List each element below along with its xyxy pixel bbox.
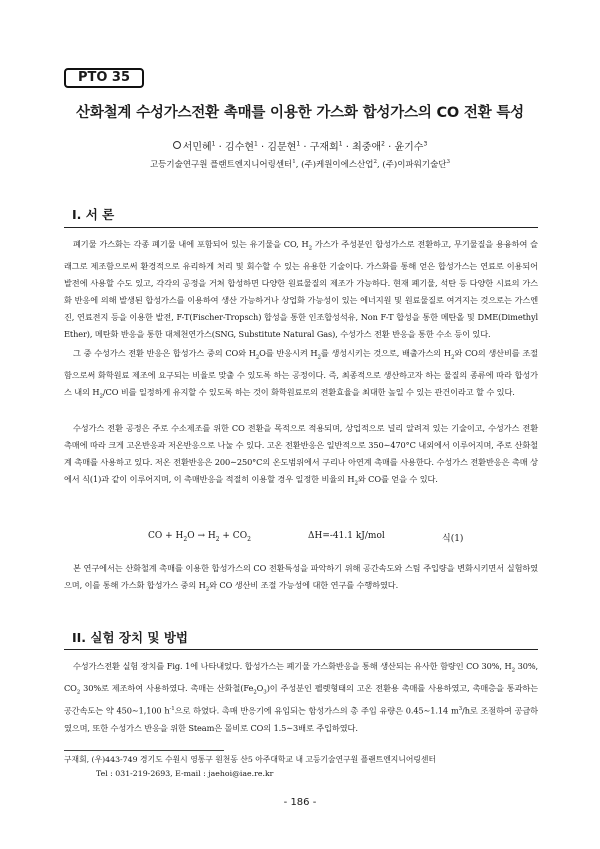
author-list [40, 138, 560, 153]
author-name: 김수현 [225, 142, 255, 153]
footnote-contact: Tel : 031-219-2693, E-mail : jaehoi@iae.re.kr [96, 769, 274, 778]
intro-paragraph-1: 폐기물 가스화는 각종 폐기물 내에 포함되어 있는 유기물을 CO, $H_2$ 가스가 주성분인 합성가스로 전환하고, 무기물질을 용융하여 슬래그로 제조함으로써 환경적으로 유리하게 처리 및 회수할 수 있는 유용한 기술이다. 가스화를 통해 얻은 합성가스는 연료로 이용되어 발전에 사용할 수도 있고, 각각의 공정을 거쳐 합성하면 다양한 원료물질의 제조가 가능하다. 현재 폐기물, 석탄 등 다양한 시료의 가스화 반응에 의해 발생된 합성가스를 이용하여 생산 가능하거나 상업화 가능성이 있는 에너지원 및 원료물질로 여겨지는 것으로는 가스엔진, 연료전지 등을 이용한 발전, F-T(Fischer-Tropsch) 합성을 통한 인조합성석유, Non F-T 합성을 통한 메탄올 및 DME(Dimethyl Ether), 메탄화 반응을 통한 대체천연가스(SNG, Substitute Natural Gas), 수성가스 전환 반응을 통한 수소 등이 있다. [64, 239, 538, 339]
author-name: 윤기수 [394, 142, 424, 153]
session-tag: PTO 35 [64, 68, 144, 88]
equation-label: 식(1) [442, 534, 464, 544]
equation-1 [64, 531, 538, 547]
author-name: 최중애 [352, 142, 382, 153]
section-1-rule [64, 227, 538, 228]
author-name: 서민혜 [182, 142, 212, 153]
affiliation-mark: 1 [296, 140, 301, 148]
affiliation-mark: 1 [211, 140, 216, 148]
affiliation-mark: 1 [254, 140, 258, 148]
section-2-title: II. 실험 장치 및 방법 [72, 630, 188, 645]
affiliation-mark: 1 [338, 140, 343, 148]
affiliation-mark: 1 [292, 159, 296, 166]
section-1-title: I. 서 론 [72, 207, 115, 222]
author-name: 김문현 [267, 142, 297, 153]
affiliation-name: (주)케원이에스산업 [301, 160, 374, 170]
affiliation-mark: 3 [423, 140, 428, 148]
paper-title: 산화철계 수성가스전환 촉매를 이용한 가스화 합성가스의 CO 전환 특성 [76, 105, 524, 121]
affiliation-name: 고등기술연구원 플랜트엔지니어링센터 [149, 160, 293, 170]
affiliation-name: (주)이파워기술단 [382, 160, 447, 170]
intro-paragraph-3: 수성가스 전환 공정은 주로 수소제조를 위한 CO 전환을 목적으로 적용되며, 상업적으로 널리 알려져 있는 기술이고, 수성가스 전환 촉매에 따라 크게 고온반응과 저온반응으로 나눌 수 있다. 고온 전환반응은 일반적으로 350∼470°C 내외에서 이루어지며, 주로 산화철계 촉매를 사용하고 있다. 저온 전환반응은 200∼250°C의 온도범위에서 구리나 아연계 촉매를 사용한다. 수성가스 전환반응은 촉매 상에서 식(1)과 같이 이루어지며, 이 촉매반응을 적절히 이용할 경우 일정한 비율의 $H_2$와 CO를 얻을 수 있다. [64, 423, 538, 487]
affiliation-list: 고등기술연구원 플랜트엔지니어링센터$^1$, (주)케원이에스산업$^2$, (주)이파워기술단$^3$ [149, 159, 451, 170]
presenter-mark-icon [173, 141, 181, 149]
page-number: - 186 - [283, 797, 317, 808]
affiliation-mark: 2 [381, 140, 385, 148]
author-name: 구재회 [309, 142, 339, 153]
method-paragraph: 수성가스전환 실험 장치를 Fig. 1에 나타내었다. 합성가스는 폐기물 가스화반응을 통해 생산되는 유사한 함량인 CO 30%, $H_2$ 30%, $CO_2$ 30%로 제조하여 사용하였다. 촉매는 산화철$(Fe_2O_3)$이 주성분인 펠렛형태의 고온 전환용 촉매를 사용하였고, 촉매층을 통과하는 공간속도는 약 450∼1,100 $h^{-1}$으로 하였다. 촉매 반응기에 유입되는 합성가스의 총 주입 유량은 0.45∼1.14 $m^3/h$로 조절하여 공급하였으며, 또한 수성가스 반응을 위한 Steam은 몰비로 CO의 1.5∼3배로 주입하였다. [64, 661, 538, 734]
intro-paragraph-2: 그 중 수성가스 전환 반응은 합성가스 중의 CO와 $H_2O$를 반응시켜 $H_2$를 생성시키는 것으로, 배출가스의 $H_2$와 CO의 생산비를 조절함으로써 화학원료 제조에 요구되는 비율로 맞출 수 있도록 하는 공정이다. 즉, 최종적으로 생산하고자 하는 물질의 종류에 따라 합성가스 내의 $H_2/CO$ 비를 일정하게 유지할 수 있도록 하는 것이 화학원료로의 전환효율을 최대한 높일 수 있는 관건이라고 할 수 있다. [64, 348, 538, 400]
affiliation-mark: 2 [373, 159, 377, 166]
intro-closing-paragraph: 본 연구에서는 산화철계 촉매를 이용한 합성가스의 CO 전환특성을 파악하기 위해 공간속도와 스팀 주입량을 변화시키면서 실험하였으며, 이를 통해 가스화 합성가스 중의 $H_2$와 CO 생산비 조절 가능성에 대한 연구를 수행하였다. [64, 563, 538, 593]
equation-enthalpy: ΔH=-41.1 kJ/mol [308, 531, 385, 541]
footnote-address: 구재회, (우)443-749 경기도 수원시 영통구 원천동 산5 아주대학교 내 고등기술연구원 플랜트엔지니어링센터 [64, 755, 436, 764]
affiliation-mark: 3 [446, 159, 451, 166]
footnote-divider [64, 750, 224, 751]
section-2-rule [64, 649, 538, 650]
equation-reaction: CO + $H_2O \to H_2 + CO_2$ [148, 531, 251, 543]
author-names: 서민혜$^1$ · 김수현$^1$ · 김문현$^1$ · 구재회$^1$ · 최중애$^2$ · 윤기수$^3$ [182, 140, 428, 153]
